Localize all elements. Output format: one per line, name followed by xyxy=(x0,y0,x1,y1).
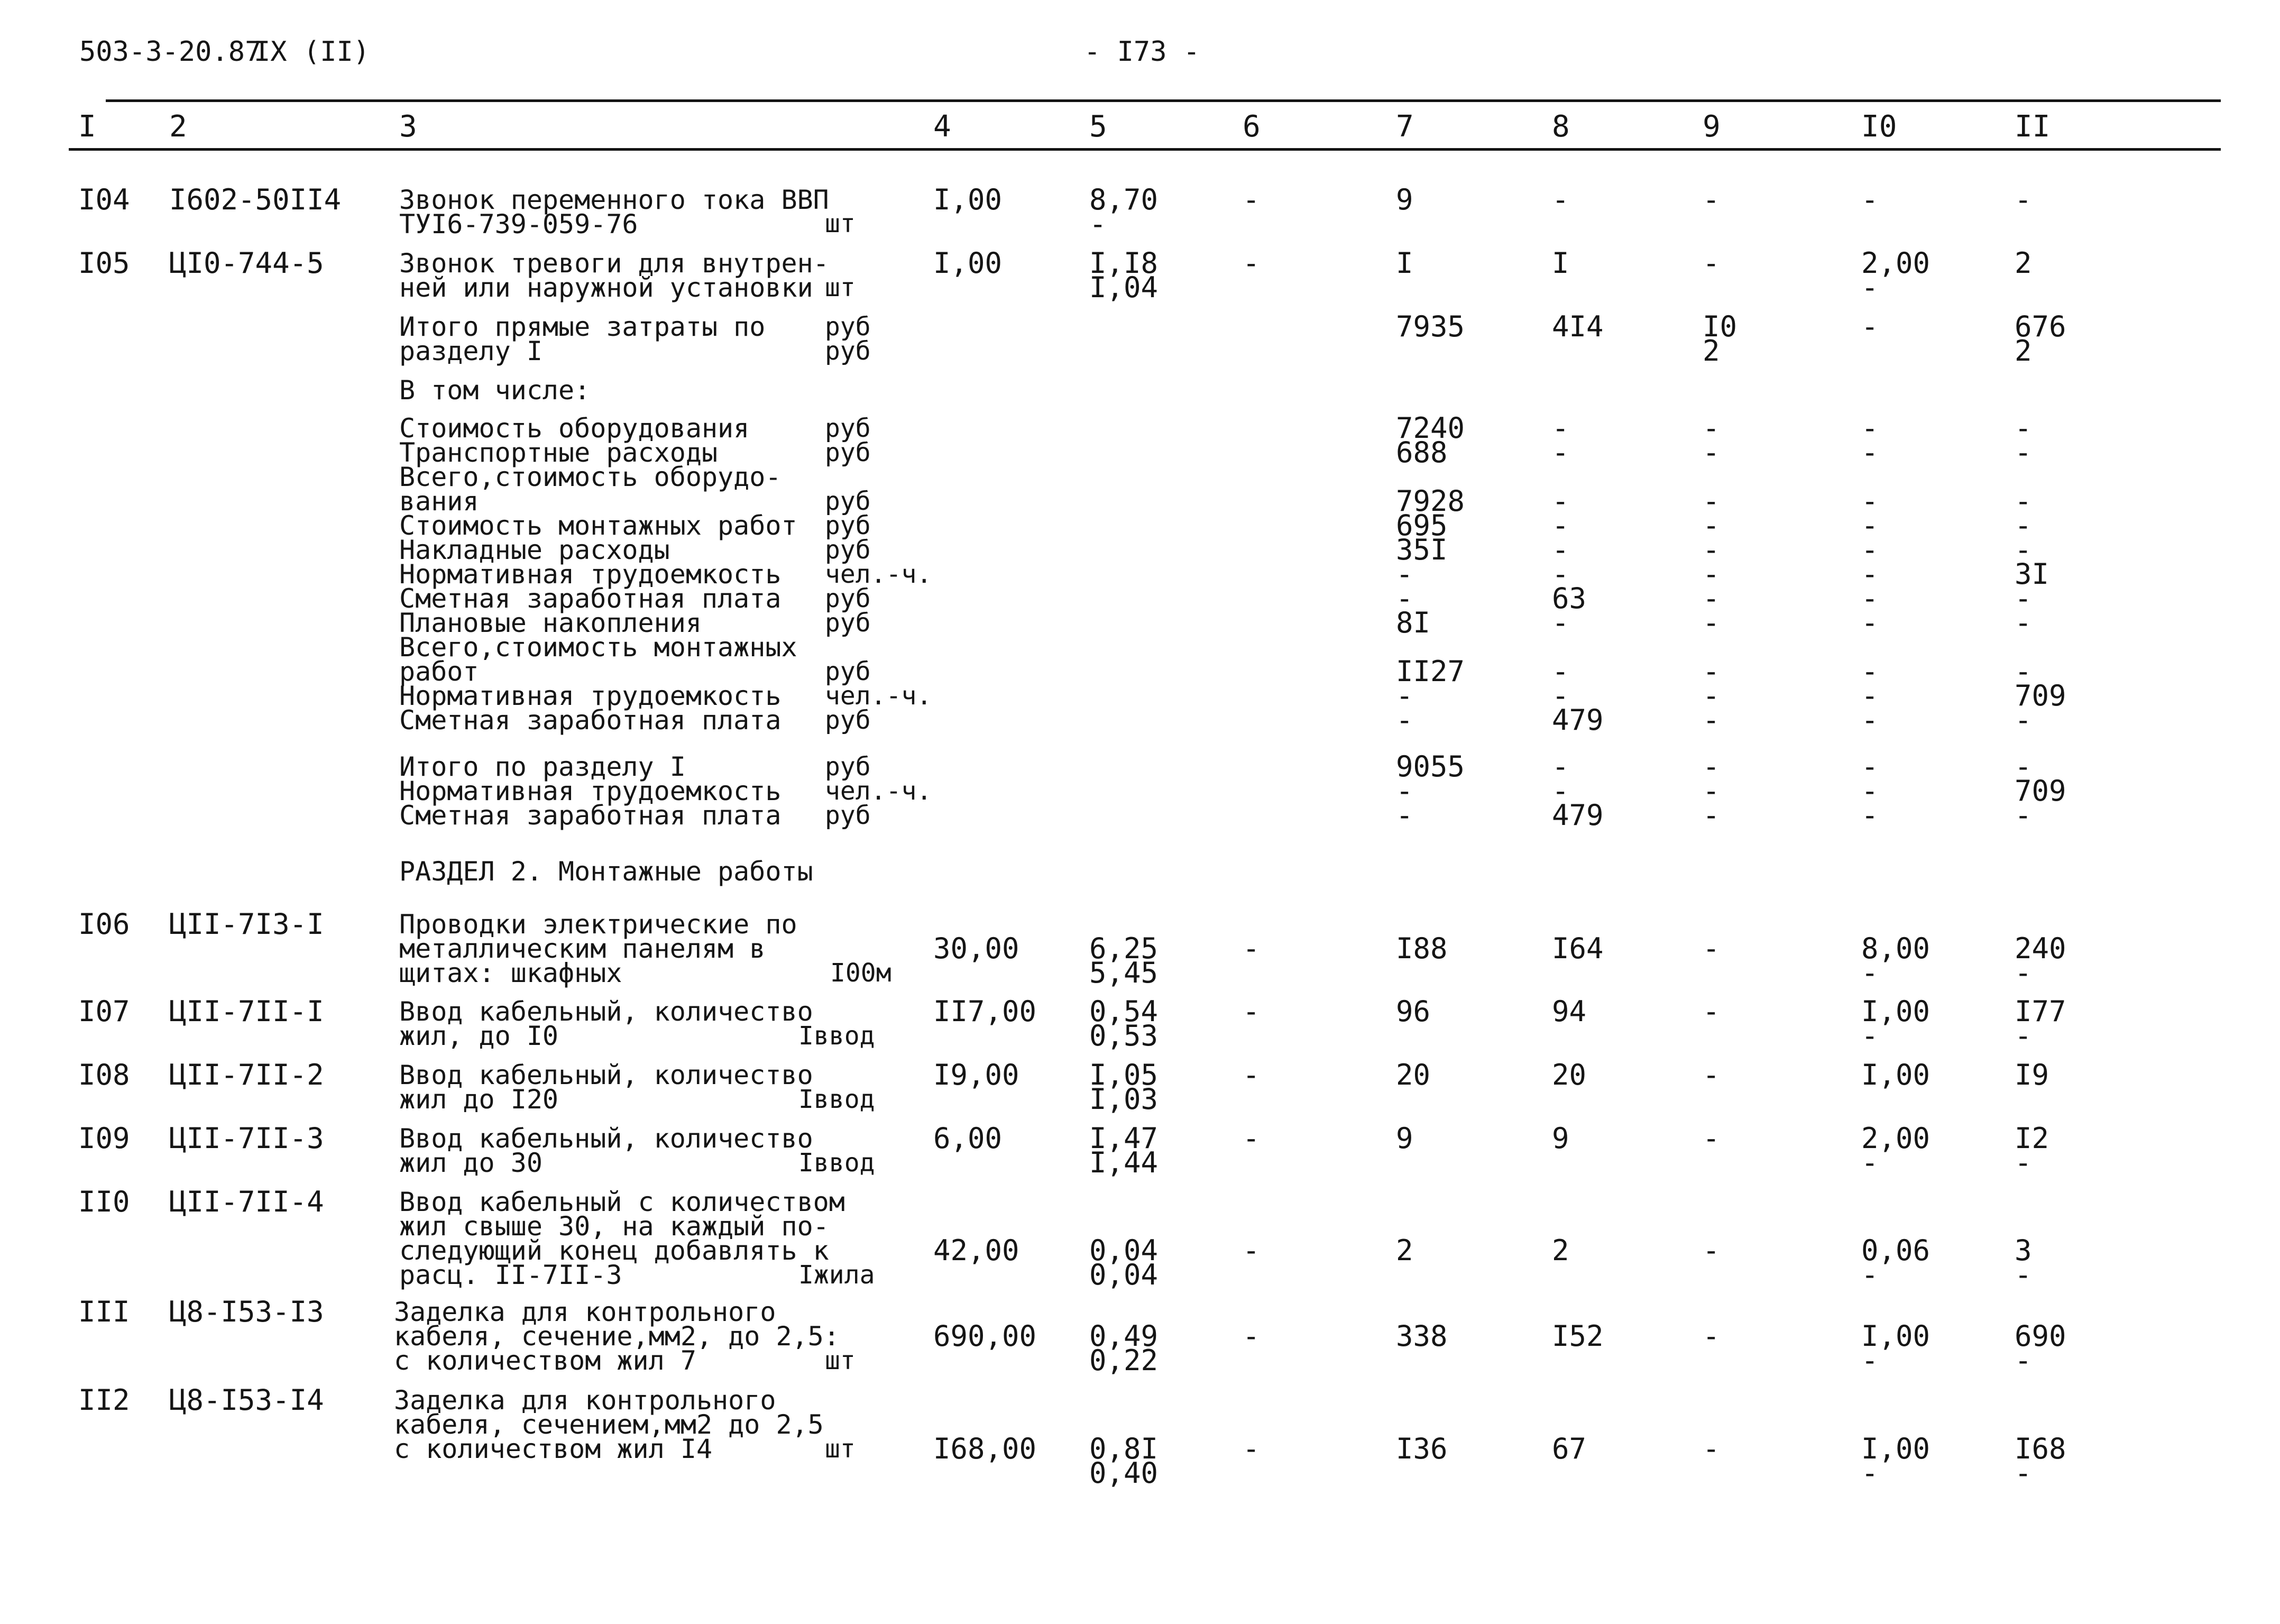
unit-cost: 6,25 5,45 xyxy=(1089,932,1159,989)
col-10-value: I,00 - xyxy=(1861,1319,1930,1377)
col-8-value: 67 xyxy=(1552,1432,1587,1465)
sheet-label: IX (II) xyxy=(254,36,370,68)
total-col-9: - - - xyxy=(1703,750,1720,832)
col-6-value: - xyxy=(1243,1234,1260,1267)
unit-cost: 0,04 0,04 xyxy=(1089,1234,1159,1291)
col-7-value: I36 xyxy=(1396,1432,1448,1465)
row-number: I04 xyxy=(78,183,130,216)
column-number-3: 3 xyxy=(399,109,417,144)
col-8-value: 9 xyxy=(1552,1122,1569,1155)
col-7-value: 2 xyxy=(1396,1234,1413,1267)
col-8-value: - xyxy=(1552,183,1569,216)
col-7-value: 9 xyxy=(1396,183,1413,216)
column-number-8: 8 xyxy=(1552,109,1570,144)
unit: Iжила xyxy=(798,1260,875,1290)
breakdown-col-11: - - - - - 3I - - - 709 - xyxy=(2015,411,2066,737)
col-8-value: 2 xyxy=(1552,1234,1569,1267)
col-6-value: - xyxy=(1243,932,1260,965)
quantity: 690,00 xyxy=(933,1319,1037,1353)
column-number-5: 5 xyxy=(1089,109,1107,144)
row-number: I08 xyxy=(78,1058,130,1091)
col-9-value: - xyxy=(1703,1234,1720,1267)
col-7-value: I xyxy=(1396,246,1413,280)
col-9-value: - xyxy=(1703,932,1720,965)
unit: шт xyxy=(825,1346,856,1375)
breakdown-units: руб руб руб руб руб чел.-ч. руб руб руб чел.-ч. руб xyxy=(825,414,932,735)
col-6-value: - xyxy=(1243,1122,1260,1155)
col-6-value: - xyxy=(1243,1319,1260,1353)
total-col-11: - 709 - xyxy=(2015,750,2066,832)
breakdown-descriptions: Стоимость оборудования Транспортные расходы Всего,стоимость оборудо- вания Стоимость монтажных работ Накладные расходы Нормативная трудоемкость Сметная заработная плата Плановые накопления Всего,стоимость монтажных работ Нормативная трудоемкость Сметная заработная плата xyxy=(399,413,797,736)
col-8-value: 4I4 xyxy=(1552,310,1604,343)
total-col-10: - - - xyxy=(1861,750,1879,832)
unit: Iввод xyxy=(798,1085,875,1114)
row-number: II2 xyxy=(78,1383,130,1417)
quantity: I9,00 xyxy=(933,1058,1019,1091)
row-number: II0 xyxy=(78,1185,130,1218)
including-label: В том числе: xyxy=(399,375,591,406)
unit: шт xyxy=(825,1434,856,1464)
rate-code: ЦII-7II-4 xyxy=(169,1185,324,1218)
col-10-value: 2,00 - xyxy=(1861,1122,1930,1179)
rate-code: Ц8-I53-I4 xyxy=(169,1383,324,1417)
unit-cost: I,I8 I,04 xyxy=(1089,246,1159,304)
column-number-7: 7 xyxy=(1396,109,1414,144)
total-description: Итого прямые затраты по разделу I xyxy=(399,311,766,366)
rate-code: ЦII-7II-3 xyxy=(169,1122,324,1155)
col-9-value: - xyxy=(1703,1432,1720,1465)
col-11-value: 240 - xyxy=(2015,932,2066,989)
col-8-value: I xyxy=(1552,246,1569,280)
col-9-value: I0 2 xyxy=(1703,310,1737,368)
col-9-value: - xyxy=(1703,995,1720,1028)
breakdown-col-9: - - - - - - - - - - - xyxy=(1703,411,1720,737)
col-9-value: - xyxy=(1703,246,1720,280)
row-number: III xyxy=(78,1295,130,1328)
unit: руб руб xyxy=(825,312,871,366)
unit-cost: 0,54 0,53 xyxy=(1089,995,1159,1052)
work-description: Заделка для контрольного кабеля, сечением,мм2 до 2,5 с количеством жил I4 xyxy=(394,1385,824,1464)
unit: шт xyxy=(825,209,856,238)
column-number-2: 2 xyxy=(169,109,187,144)
col-10-value: I,00 xyxy=(1861,1058,1930,1091)
row-number: I05 xyxy=(78,246,130,280)
col-7-value: 9 xyxy=(1396,1122,1413,1155)
col-6-value: - xyxy=(1243,183,1260,216)
col-7-value: 7935 xyxy=(1396,310,1465,343)
col-10-value: - xyxy=(1861,310,1879,343)
col-9-value: - xyxy=(1703,1122,1720,1155)
row-number: I07 xyxy=(78,995,130,1028)
col-7-value: 338 xyxy=(1396,1319,1448,1353)
total-units: руб чел.-ч. руб xyxy=(825,752,932,830)
unit-cost: I,05 I,03 xyxy=(1089,1058,1159,1116)
document-code: 503-3-20.87 xyxy=(79,36,262,68)
col-10-value: - xyxy=(1861,183,1879,216)
col-9-value: - xyxy=(1703,1058,1720,1091)
col-9-value: - xyxy=(1703,1319,1720,1353)
unit: Iввод xyxy=(798,1148,875,1178)
col-6-value: - xyxy=(1243,246,1260,280)
section-heading: РАЗДЕЛ 2. Монтажные работы xyxy=(399,856,813,887)
work-description: Ввод кабельный, количество жил до 30 xyxy=(399,1123,813,1178)
col-9-value: - xyxy=(1703,183,1720,216)
col-11-value: 690 - xyxy=(2015,1319,2066,1377)
rate-code: ЦI0-744-5 xyxy=(169,246,324,280)
rate-code: ЦII-7I3-I xyxy=(169,907,324,941)
work-description: Звонок переменного тока ВВП ТУI6-739-059-76 xyxy=(399,185,829,240)
col-11-value: I68 - xyxy=(2015,1432,2066,1490)
total-descriptions: Итого по разделу I Нормативная трудоемкость Сметная заработная плата xyxy=(399,751,782,831)
work-description: Проводки электрические по металлическим панелям в щитах: шкафных xyxy=(399,909,797,988)
column-number-6: 6 xyxy=(1243,109,1261,144)
breakdown-col-10: - - - - - - - - - - - xyxy=(1861,411,1879,737)
col-7-value: 96 xyxy=(1396,995,1431,1028)
column-number-1: I xyxy=(78,109,96,144)
breakdown-col-7: 7240 688 7928 695 35I - - 8I II27 - - xyxy=(1396,411,1465,737)
column-number-10: I0 xyxy=(1861,109,1897,144)
rate-code: Ц8-I53-I3 xyxy=(169,1295,324,1328)
col-10-value: I,00 - xyxy=(1861,995,1930,1052)
col-6-value: - xyxy=(1243,1432,1260,1465)
quantity: 42,00 xyxy=(933,1234,1019,1267)
work-description: Звонок тревоги для внутрен- ней или наружной установки xyxy=(399,248,829,303)
column-number-9: 9 xyxy=(1703,109,1721,144)
breakdown-col-8: - - - - - - 63 - - - 479 xyxy=(1552,411,1604,737)
col-8-value: 20 xyxy=(1552,1058,1587,1091)
work-description: Ввод кабельный с количеством жил свыше 30, на каждый по- следующий конец добавлять к расц. II-7II-3 xyxy=(399,1187,845,1290)
col-10-value: 0,06 - xyxy=(1861,1234,1930,1291)
col-6-value: - xyxy=(1243,1058,1260,1091)
quantity: II7,00 xyxy=(933,995,1037,1028)
quantity: 30,00 xyxy=(933,932,1019,965)
quantity: I,00 xyxy=(933,183,1003,216)
col-8-value: 94 xyxy=(1552,995,1587,1028)
page-number: - I73 - xyxy=(1084,36,1200,68)
col-6-value: - xyxy=(1243,995,1260,1028)
col-11-value: 2 xyxy=(2015,246,2032,280)
col-10-value: 8,00 - xyxy=(1861,932,1930,989)
unit-cost: 8,70 - xyxy=(1089,183,1159,241)
quantity: I68,00 xyxy=(933,1432,1037,1465)
col-7-value: I88 xyxy=(1396,932,1448,965)
col-11-value: I77 - xyxy=(2015,995,2066,1052)
rate-code: I602-50II4 xyxy=(169,183,342,216)
unit-cost: 0,8I 0,40 xyxy=(1089,1432,1159,1490)
column-number-11: II xyxy=(2015,109,2051,144)
column-number-4: 4 xyxy=(933,109,951,144)
total-col-7: 9055 - - xyxy=(1396,750,1465,832)
col-11-value: 676 2 xyxy=(2015,310,2066,368)
rate-code: ЦII-7II-I xyxy=(169,995,324,1028)
row-number: I06 xyxy=(78,907,130,941)
unit: Iввод xyxy=(798,1021,875,1051)
col-8-value: I52 xyxy=(1552,1319,1604,1353)
quantity: I,00 xyxy=(933,246,1003,280)
col-11-value: I2 - xyxy=(2015,1122,2049,1179)
total-col-8: - - 479 xyxy=(1552,750,1604,832)
col-7-value: 20 xyxy=(1396,1058,1431,1091)
row-number: I09 xyxy=(78,1122,130,1155)
rate-code: ЦII-7II-2 xyxy=(169,1058,324,1091)
unit: шт xyxy=(825,273,856,302)
col-8-value: I64 xyxy=(1552,932,1604,965)
col-11-value: 3 - xyxy=(2015,1234,2032,1291)
col-11-value: I9 xyxy=(2015,1058,2049,1091)
unit-cost: 0,49 0,22 xyxy=(1089,1319,1159,1377)
unit-cost: I,47 I,44 xyxy=(1089,1122,1159,1179)
work-description: Заделка для контрольного кабеля, сечение,мм2, до 2,5: с количеством жил 7 xyxy=(394,1297,840,1376)
header-rule-top xyxy=(106,99,2221,102)
col-10-value: I,00 - xyxy=(1861,1432,1930,1490)
col-11-value: - xyxy=(2015,183,2032,216)
quantity: 6,00 xyxy=(933,1122,1003,1155)
header-rule-bottom xyxy=(69,148,2221,151)
work-description: Ввод кабельный, количество жил, до I0 xyxy=(399,996,813,1051)
col-10-value: 2,00 - xyxy=(1861,246,1930,304)
work-description: Ввод кабельный, количество жил до I20 xyxy=(399,1060,813,1115)
unit: I00м xyxy=(830,958,891,988)
